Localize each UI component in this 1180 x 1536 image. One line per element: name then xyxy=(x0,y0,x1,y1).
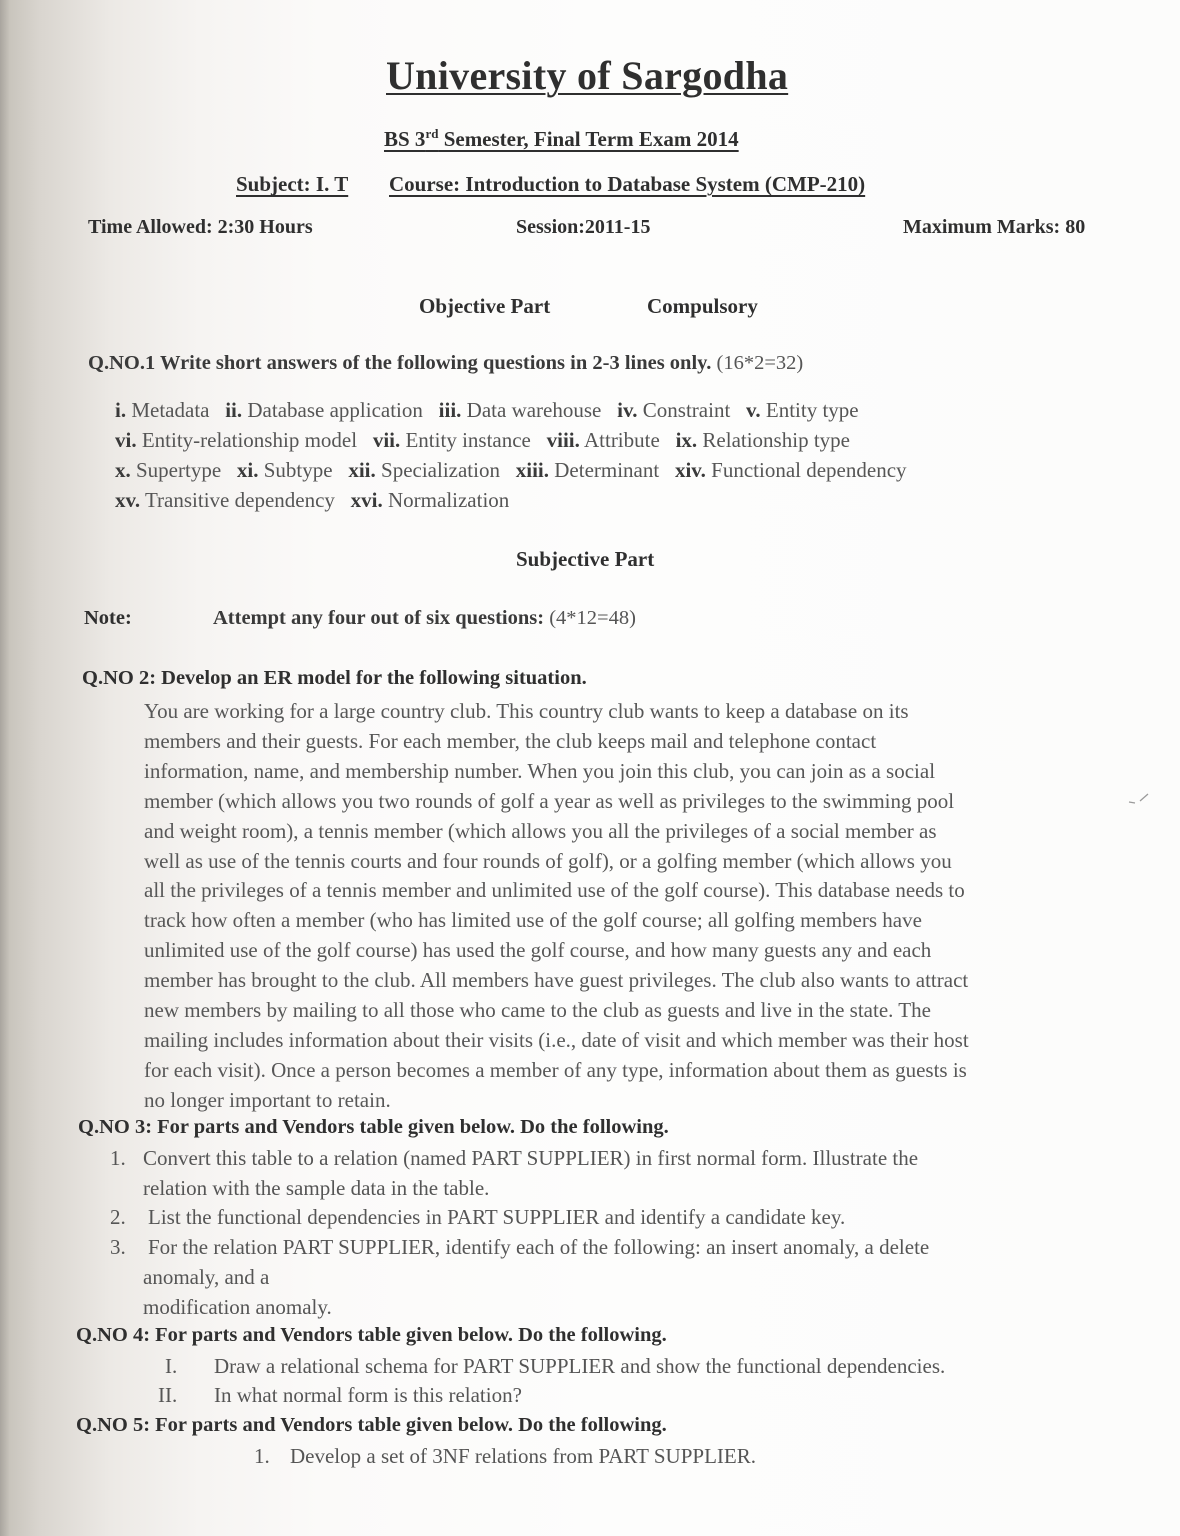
term-text: Functional dependency xyxy=(711,458,907,482)
q5-title: Q.NO 5: For parts and Vendors table given below. Do the following. xyxy=(76,1414,667,1436)
term-text: Normalization xyxy=(388,488,510,512)
term-text: Subtype xyxy=(263,458,333,482)
term-number: ii. xyxy=(225,398,243,422)
q5-item-number: 1. xyxy=(254,1444,270,1468)
term-number: ix. xyxy=(675,428,698,452)
term-line xyxy=(115,488,509,513)
q3-item-text: List the functional dependencies in PART SUPPLIER and identify a candidate key. xyxy=(148,1205,846,1230)
q4-title: Q.NO 4: For parts and Vendors table given below. Do the following. xyxy=(76,1324,667,1346)
term-text: Determinant xyxy=(554,458,660,482)
term-text: Relationship type xyxy=(702,428,850,452)
term-number: viii. xyxy=(546,428,580,452)
q2-line: member (which allows you two rounds of golf a year as well as privileges to the swimming pool xyxy=(144,788,955,813)
q4-item-text: Draw a relational schema for PART SUPPLIER and show the functional dependencies. xyxy=(214,1354,946,1378)
term-number: iii. xyxy=(438,398,462,422)
term-number: iv. xyxy=(617,398,638,422)
q2-line: unlimited use of the golf course) has used the golf course, and how many guests any and each xyxy=(144,938,932,963)
q2-line: You are working for a large country club. This country club wants to keep a database on its xyxy=(144,699,909,723)
term-text: Entity instance xyxy=(405,428,531,452)
q3-item-text: anomaly, and a xyxy=(143,1264,270,1289)
q4-item-text: In what normal form is this relation? xyxy=(214,1383,522,1407)
subject-label: Subject: I. T xyxy=(236,172,349,196)
q5-item-text: Develop a set of 3NF relations from PART SUPPLIER. xyxy=(290,1444,756,1468)
q2-line: member has brought to the club. All members have guest privileges. The club also wants to attract xyxy=(144,968,969,993)
q3-item-number: 2. xyxy=(110,1205,126,1230)
note-text: Attempt any four out of six questions: (4*12=48) xyxy=(213,607,636,629)
q4-item-number: II. xyxy=(158,1383,178,1407)
term-text: Entity type xyxy=(765,398,859,422)
term-number: vii. xyxy=(372,428,401,452)
q2-line: for each visit). Once a person becomes a member of any type, information about them as guests is xyxy=(144,1057,967,1082)
term-text: Constraint xyxy=(642,398,731,422)
term-number: i. xyxy=(115,398,127,422)
term-text: Attribute xyxy=(583,428,660,452)
term-number: xiii. xyxy=(515,458,549,482)
term-text: Supertype xyxy=(136,458,222,482)
term-number: vi. xyxy=(115,428,137,452)
q3-item-text: For the relation PART SUPPLIER, identify each of the following: an insert anomaly, a delete xyxy=(148,1235,930,1260)
q1-prompt: Q.NO.1 Write short answers of the following questions in 2-3 lines only. (16*2=32) xyxy=(88,352,804,374)
subjective-heading: Subjective Part xyxy=(516,547,655,571)
q2-line: information, name, and membership number. When you join this club, you can join as a social xyxy=(144,758,936,783)
term-number: xv. xyxy=(115,488,141,512)
compulsory-label: Compulsory xyxy=(647,294,758,318)
q3-item-text: relation with the sample data in the table. xyxy=(143,1175,490,1200)
note-label: Note: xyxy=(84,607,132,629)
q2-line: members and their guests. For each member, the club keeps mail and telephone contact xyxy=(144,728,877,753)
term-number: xiv. xyxy=(674,458,706,482)
term-number: x. xyxy=(115,458,131,482)
term-number: v. xyxy=(746,398,761,422)
term-line xyxy=(115,398,859,423)
course-label: Course: Introduction to Database System (CMP-210) xyxy=(389,172,866,196)
university-title: University of Sargodha xyxy=(386,53,789,98)
q3-item-text: Convert this table to a relation (named PART SUPPLIER) in first normal form. Illustrate the xyxy=(143,1146,919,1170)
objective-heading: Objective Part xyxy=(419,294,551,318)
term-text: Entity-relationship model xyxy=(141,428,358,452)
term-number: xii. xyxy=(348,458,376,482)
term-number: xvi. xyxy=(350,488,383,512)
q2-line: track how often a member (who has limited use of the golf course; all golfing members have xyxy=(144,908,922,933)
term-text: Metadata xyxy=(131,398,210,422)
term-text: Data warehouse xyxy=(466,398,602,422)
term-text: Transitive dependency xyxy=(144,488,335,512)
term-text: Database application xyxy=(247,398,423,422)
q3-item-number: 1. xyxy=(110,1146,126,1170)
pen-mark-icon xyxy=(1128,792,1150,806)
term-number: xi. xyxy=(236,458,259,482)
q2-line: no longer important to retain. xyxy=(144,1087,391,1112)
term-line xyxy=(115,458,907,483)
exam-title: BS 3rd Semester, Final Term Exam 2014 xyxy=(384,126,739,151)
q4-item-number: I. xyxy=(165,1354,178,1378)
time-allowed: Time Allowed: 2:30 Hours xyxy=(88,216,313,238)
term-line xyxy=(115,428,850,453)
q3-title: Q.NO 3: For parts and Vendors table given below. Do the following. xyxy=(78,1116,669,1138)
maximum-marks: Maximum Marks: 80 xyxy=(903,216,1086,238)
term-text: Specialization xyxy=(381,458,500,482)
q3-item-number: 3. xyxy=(110,1235,126,1260)
q2-line: new members by mailing to all those who came to the club as guests and live in the state. The xyxy=(144,998,931,1022)
q3-item-text: modification anomaly. xyxy=(143,1294,332,1319)
q2-line: all the privileges of a tennis member and unlimited use of the golf course). This database needs to xyxy=(144,878,965,903)
q2-line: mailing includes information about their visits (i.e., date of visit and which member was their host xyxy=(144,1027,969,1052)
session: Session:2011-15 xyxy=(516,216,651,238)
q2-line: well as use of the tennis courts and four rounds of golf), or a golfing member (which allows you xyxy=(144,848,952,873)
q2-title: Q.NO 2: Develop an ER model for the following situation. xyxy=(82,667,587,689)
q2-line: and weight room), a tennis member (which allows you all the privileges of a social member as xyxy=(144,818,937,843)
